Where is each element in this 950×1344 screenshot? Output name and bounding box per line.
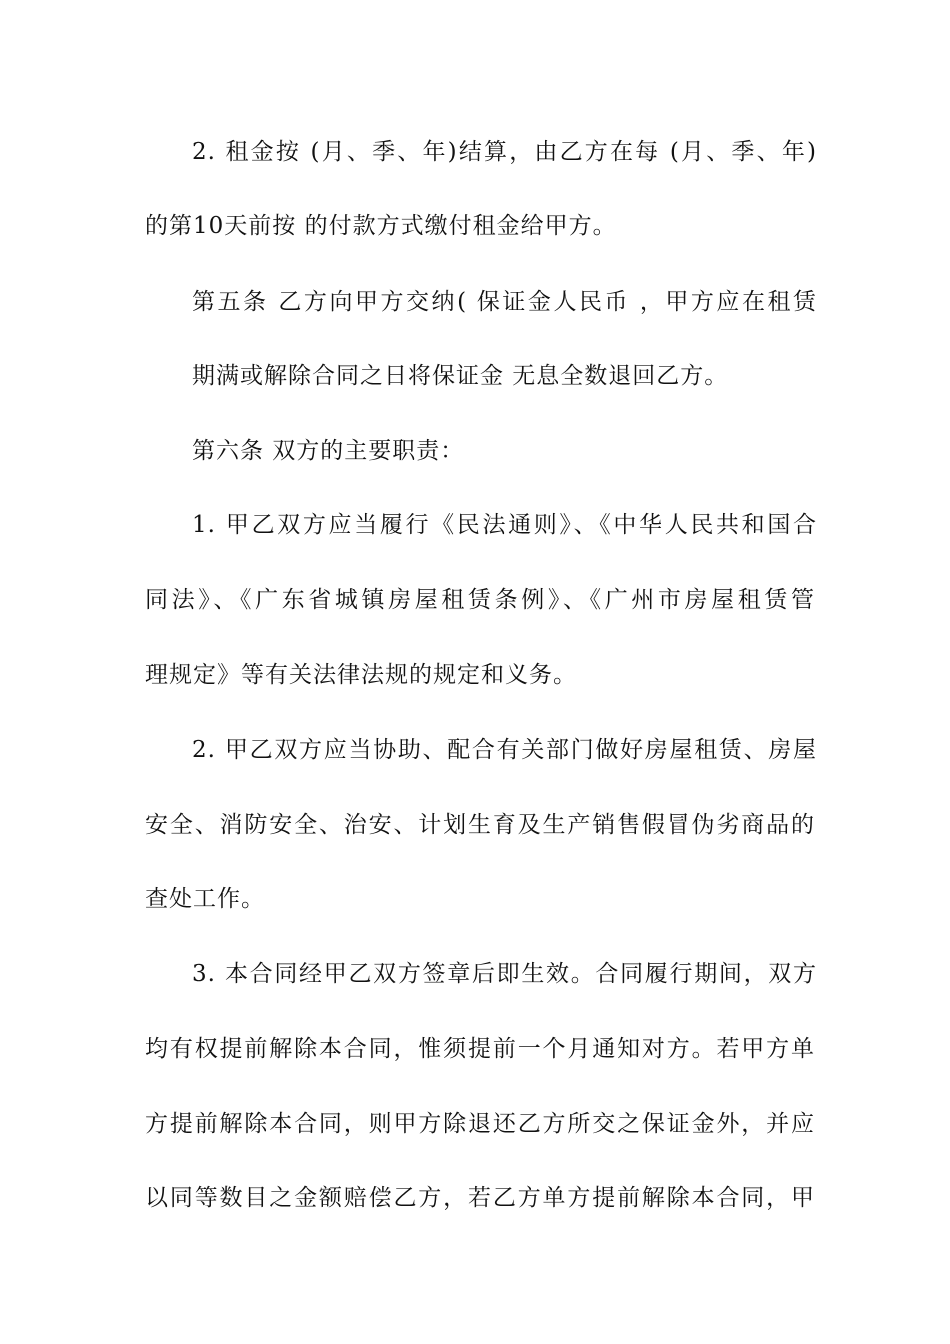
text-line: 2. 租金按 (月、季、年)结算，由乙方在每 (月、季、年)	[192, 139, 817, 165]
text-line: 1. 甲乙双方应当履行《民法通则》、《中华人民共和国合	[192, 512, 817, 538]
text-line: 的第10天前按 的付款方式缴付租金给甲方。	[145, 213, 617, 239]
text-line: 第六条 双方的主要职责：	[192, 438, 465, 464]
text-line: 第五条 乙方向甲方交纳( 保证金人民币 ，甲方应在租赁	[192, 289, 817, 315]
text-line: 2. 甲乙双方应当协助、配合有关部门做好房屋租赁、房屋	[192, 737, 817, 763]
text-line: 同法》、《广东省城镇房屋租赁条例》、《广州市房屋租赁管	[145, 587, 815, 613]
text-line: 安全、消防安全、治安、计划生育及生产销售假冒伪劣商品的	[145, 812, 815, 838]
text-line: 方提前解除本合同，则甲方除退还乙方所交之保证金外，并应	[145, 1111, 815, 1137]
text-line: 3. 本合同经甲乙双方签章后即生效。合同履行期间，双方	[192, 961, 817, 987]
text-line: 理规定》等有关法律法规的规定和义务。	[145, 662, 577, 688]
text-line: 查处工作。	[145, 886, 265, 912]
text-line: 期满或解除合同之日将保证金 无息全数退回乙方。	[192, 363, 729, 389]
text-line: 以同等数目之金额赔偿乙方，若乙方单方提前解除本合同，甲	[145, 1185, 815, 1211]
text-line: 均有权提前解除本合同，惟须提前一个月通知对方。若甲方单	[145, 1036, 815, 1062]
